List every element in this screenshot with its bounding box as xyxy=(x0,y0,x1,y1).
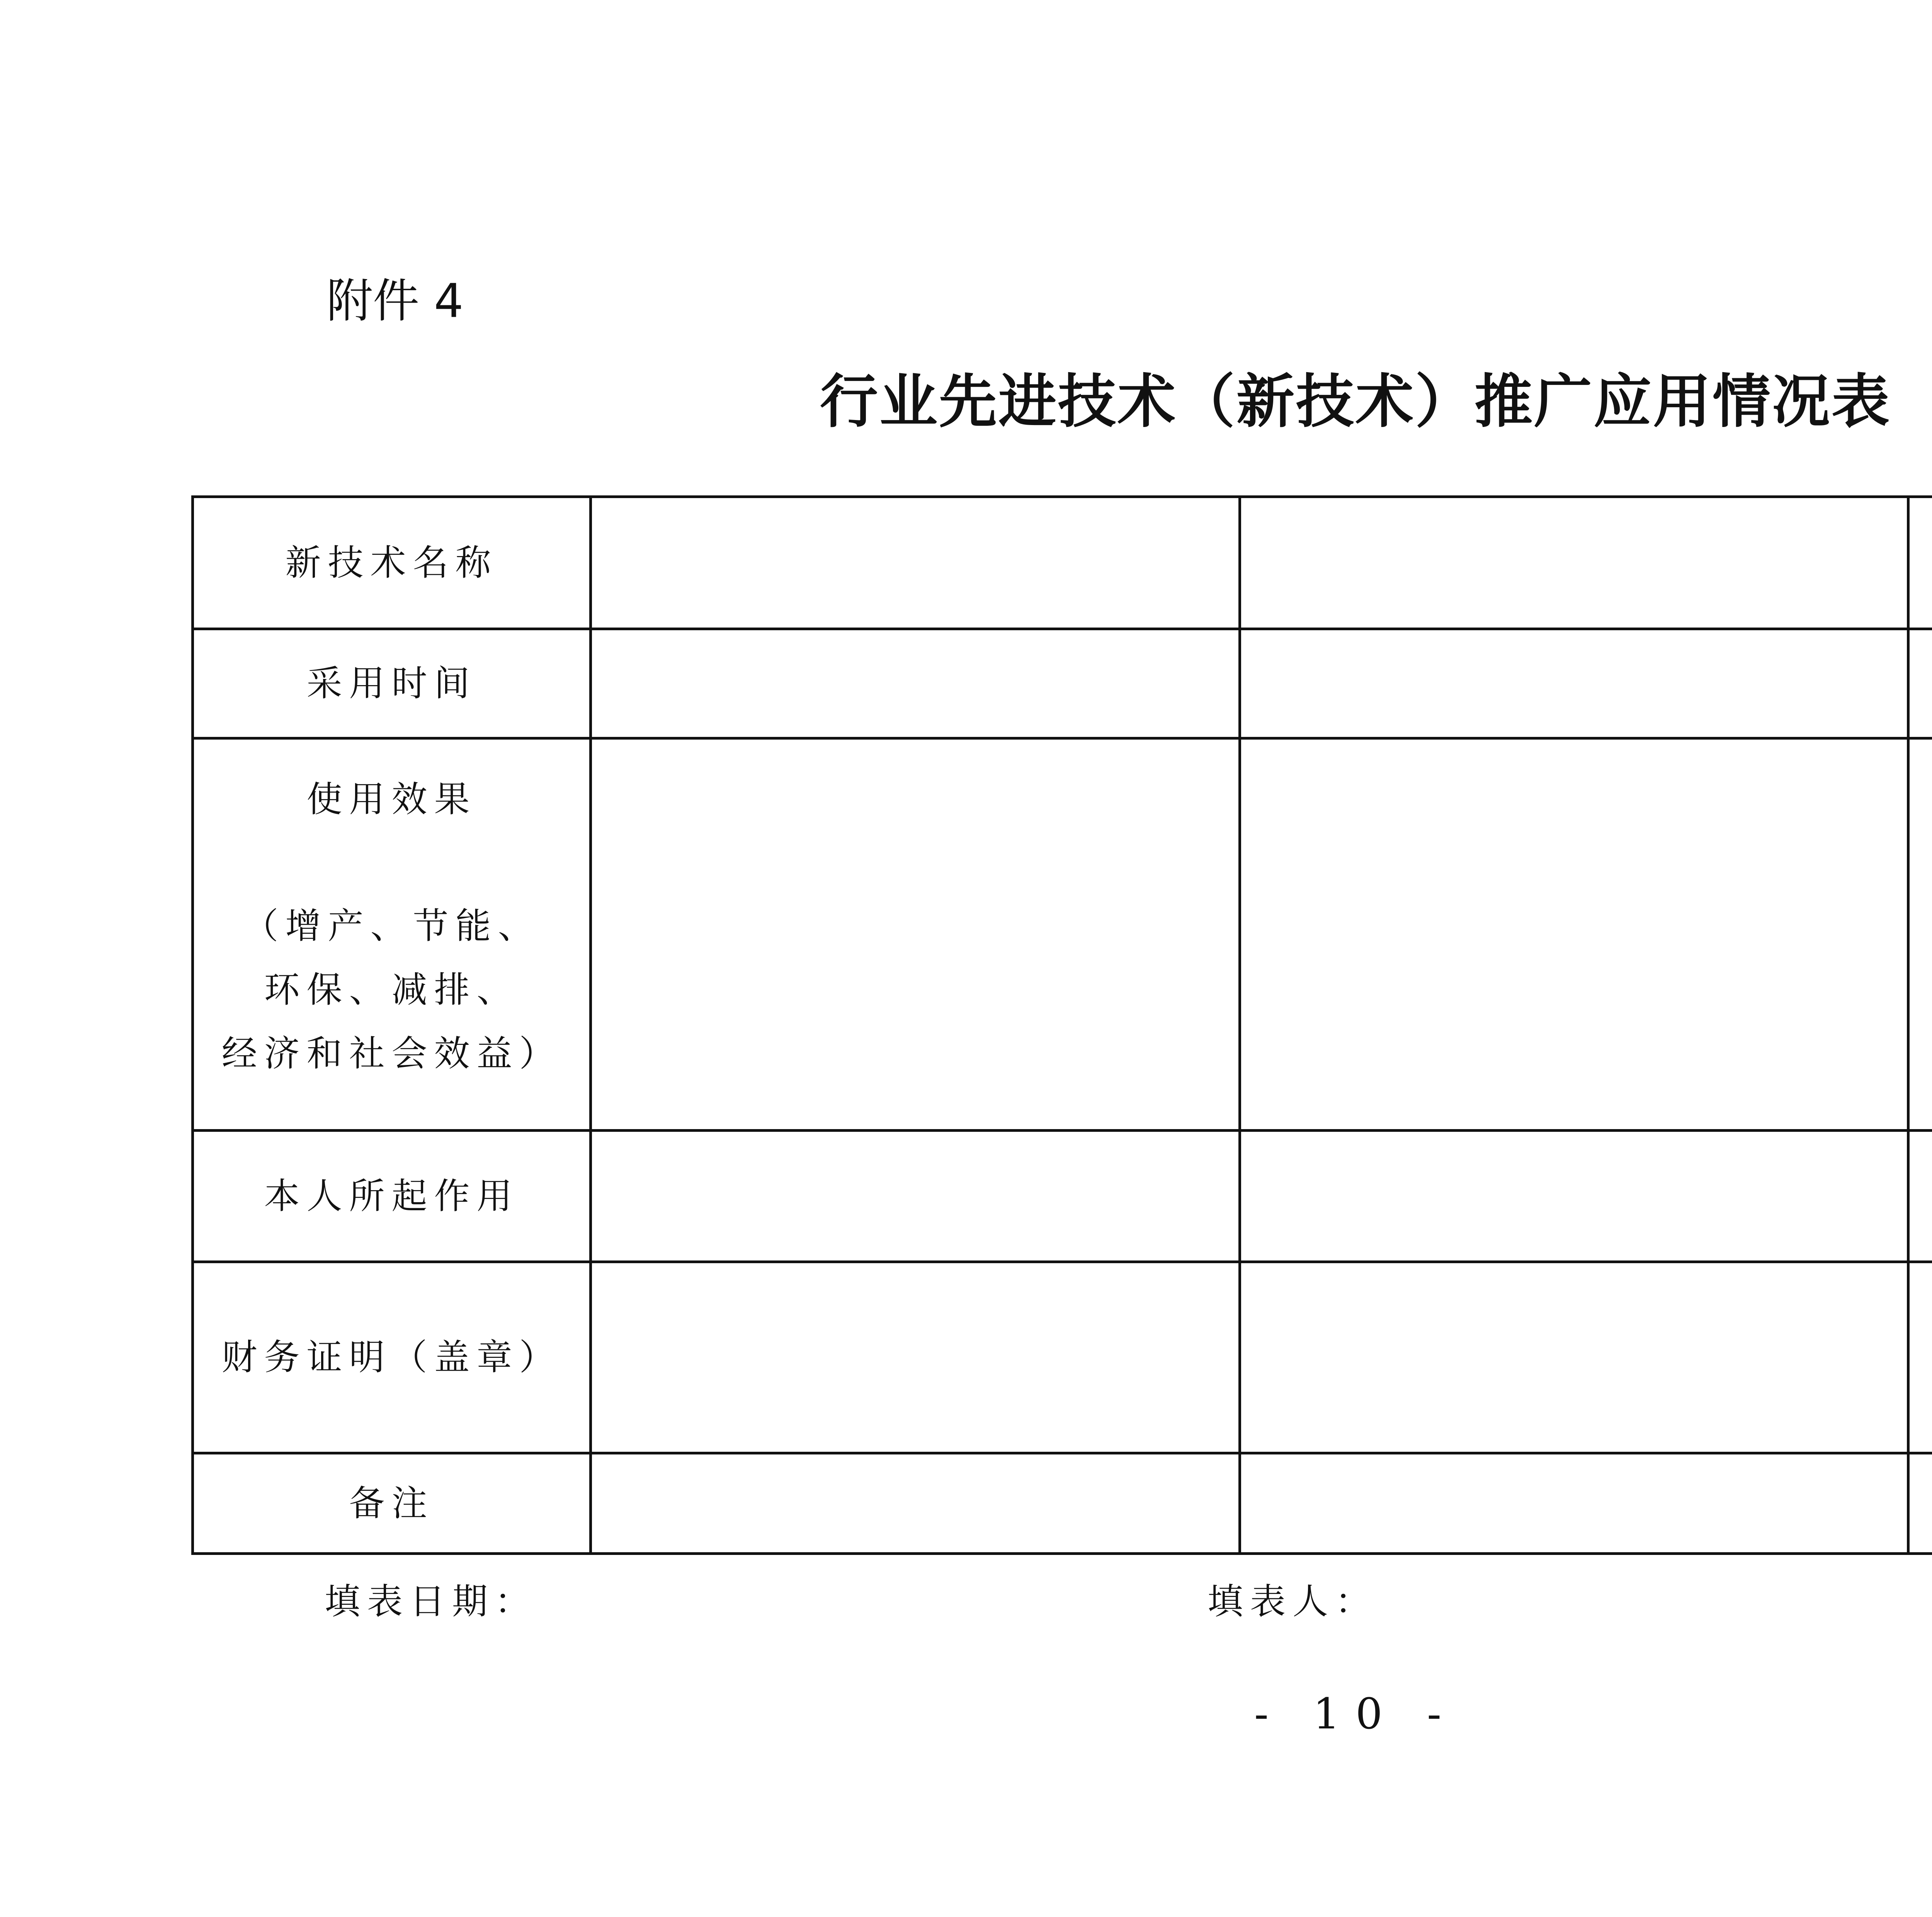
technology-application-table xyxy=(191,495,1932,1555)
row-label-remarks: 备注 xyxy=(193,1453,591,1554)
table-row xyxy=(193,1262,1932,1453)
usage-effect-note xyxy=(194,894,589,1085)
personal-role-cell-2[interactable] xyxy=(1240,1131,1908,1262)
personal-role-cell-1[interactable] xyxy=(591,1131,1240,1262)
row-label-financial-proof: 财务证明（盖章） xyxy=(193,1262,591,1453)
table-row xyxy=(193,1453,1932,1554)
tech-name-cell-3[interactable] xyxy=(1908,497,1932,629)
table-row xyxy=(193,1131,1932,1262)
adoption-time-cell-3[interactable] xyxy=(1908,629,1932,738)
personal-role-cell-3[interactable] xyxy=(1908,1131,1932,1262)
remarks-cell-3[interactable] xyxy=(1908,1453,1932,1554)
row-label-personal-role: 本人所起作用 xyxy=(193,1131,591,1262)
filler-label: 填表人： xyxy=(1208,1581,1378,1622)
attachment-label: 附件 4 xyxy=(327,274,464,328)
usage-effect-note-line: 环保、减排、 xyxy=(264,969,519,1010)
financial-proof-cell-1[interactable] xyxy=(591,1262,1240,1453)
table-row xyxy=(193,738,1932,1131)
usage-effect-cell-2[interactable] xyxy=(1240,738,1908,1131)
tech-name-cell-2[interactable] xyxy=(1240,497,1908,629)
tech-name-cell-1[interactable] xyxy=(591,497,1240,629)
usage-effect-cell-3[interactable] xyxy=(1908,738,1932,1131)
adoption-time-cell-1[interactable] xyxy=(591,629,1240,738)
usage-effect-note-line: 经济和社会效益） xyxy=(221,1033,562,1074)
table-row xyxy=(193,497,1932,629)
financial-proof-cell-2[interactable] xyxy=(1240,1262,1908,1453)
table-row xyxy=(193,629,1932,738)
page-number: - 10 - xyxy=(1254,1689,1457,1738)
row-label-tech-name: 新技术名称 xyxy=(193,497,591,629)
form-title: 行业先进技术（新技术）推广应用情况表 xyxy=(820,368,1891,435)
financial-proof-cell-3[interactable] xyxy=(1908,1262,1932,1453)
usage-effect-note-line: （增产、节能、 xyxy=(243,905,541,947)
row-label-adoption-time: 采用时间 xyxy=(193,629,591,738)
adoption-time-cell-2[interactable] xyxy=(1240,629,1908,738)
row-label-usage-effect-cell xyxy=(193,738,591,1131)
fill-date-label: 填表日期： xyxy=(325,1581,537,1622)
row-label-usage-effect: 使用效果 xyxy=(306,779,477,820)
remarks-cell-2[interactable] xyxy=(1240,1453,1908,1554)
usage-effect-cell-1[interactable] xyxy=(591,738,1240,1131)
remarks-cell-1[interactable] xyxy=(591,1453,1240,1554)
